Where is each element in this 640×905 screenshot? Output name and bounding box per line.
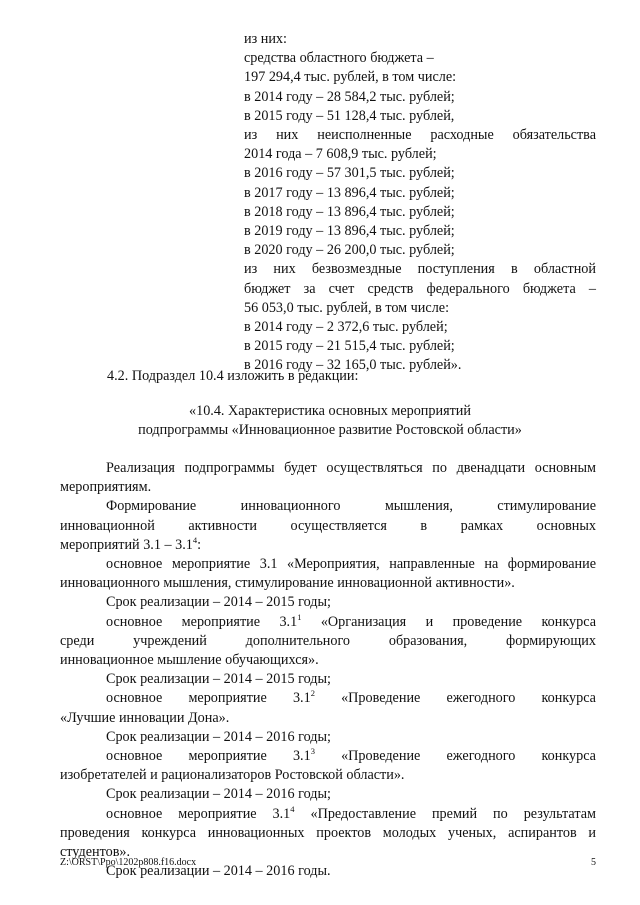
funding-line: в 2016 году – 57 301,5 тыс. рублей; [244, 165, 455, 182]
text-span: «Проведение ежегодного конкурса [314, 748, 596, 765]
text-span: : [197, 536, 202, 553]
text-span: основное мероприятие 3.1 [106, 690, 311, 707]
superscript: 2 [310, 688, 315, 699]
section-heading-line: подпрограммы «Инновационное развитие Ростовской области» [138, 422, 522, 439]
funding-line: в 2016 году – 32 165,0 тыс. рублей». [244, 357, 462, 374]
superscript: 4 [290, 803, 295, 814]
term-line: Срок реализации – 2014 – 2016 годы; [106, 728, 331, 745]
superscript: 1 [297, 611, 302, 622]
page-number: 5 [591, 857, 596, 868]
funding-line: средства областного бюджета – [244, 50, 434, 67]
text-span: основное мероприятие 3.1 [106, 805, 291, 822]
text-span: основное мероприятие 3.1 [106, 613, 298, 630]
paragraph-line: Реализация подпрограммы будет осуществляться по двенадцати основным [106, 460, 596, 476]
funding-line: бюджет за счет средств федерального бюджета – [244, 280, 596, 297]
section-heading-line: «10.4. Характеристика основных мероприятий [189, 403, 471, 419]
text-span: «Предоставление премий по результатам [294, 805, 596, 822]
funding-line: в 2017 году – 13 896,4 тыс. рублей; [244, 184, 455, 201]
paragraph-line: среди учреждений дополнительного образования, формирующих [60, 632, 596, 649]
funding-line: в 2015 году – 51 128,4 тыс. рублей, [244, 107, 455, 124]
funding-line: из них безвозмездные поступления в областной [244, 261, 596, 278]
funding-block [244, 30, 596, 376]
term-line: Срок реализации – 2014 – 2016 годы; [106, 786, 331, 803]
paragraph-line: проведения конкурса инновационных проектов молодых ученых, аспирантов и [60, 824, 596, 841]
paragraph-line: изобретателей и рационализаторов Ростовской области». [60, 767, 405, 784]
amendment-clause: 4.2. Подраздел 10.4 изложить в редакции: [107, 368, 359, 384]
paragraph-line [60, 536, 596, 555]
file-path: Z:\ORST\Ppo\1202p808.f16.docx [60, 857, 197, 868]
paragraph-line: Формирование инновационного мышления, стимулирование [106, 498, 596, 515]
paragraph-line [60, 613, 596, 632]
paragraph-line: инновационное мышление обучающихся». [60, 652, 319, 669]
funding-line: в 2020 году – 26 200,0 тыс. рублей; [244, 242, 455, 259]
paragraph-line: инновационного мышления, стимулирование инновационной активности». [60, 575, 515, 592]
funding-line: в 2015 году – 21 515,4 тыс. рублей; [244, 338, 455, 355]
funding-line: в 2014 году – 2 372,6 тыс. рублей; [244, 319, 448, 336]
funding-line: 197 294,4 тыс. рублей, в том числе: [244, 69, 457, 86]
paragraph-line [60, 747, 596, 766]
body-text [60, 459, 596, 881]
funding-line: из них неисполненные расходные обязательства [244, 127, 596, 144]
superscript: 4 [192, 534, 198, 545]
paragraph-line [60, 689, 596, 708]
funding-line: в 2018 году – 13 896,4 тыс. рублей; [244, 203, 455, 220]
funding-line: в 2019 году – 13 896,4 тыс. рублей; [244, 223, 455, 240]
paragraph-line: инновационной активности осуществляется в рамках основных [60, 517, 596, 534]
superscript: 3 [310, 746, 315, 757]
text-span: основное мероприятие 3.1 [106, 748, 311, 765]
section-heading [60, 402, 600, 440]
term-line: Срок реализации – 2014 – 2016 годы. [106, 863, 331, 880]
paragraph-line [60, 805, 596, 824]
term-line: Срок реализации – 2014 – 2015 годы; [106, 594, 331, 611]
term-line: Срок реализации – 2014 – 2015 годы; [106, 671, 331, 688]
text-span: «Проведение ежегодного конкурса [314, 690, 596, 707]
text-span: «Организация и проведение конкурса [301, 613, 596, 630]
funding-line: 2014 года – 7 608,9 тыс. рублей; [244, 146, 437, 163]
paragraph-line: «Лучшие инновации Дона». [60, 709, 230, 726]
paragraph-line: мероприятиям. [60, 479, 152, 496]
text-span: мероприятий 3.1 – 3.1 [60, 536, 193, 553]
paragraph-line: студентов». [60, 844, 131, 861]
funding-line: 56 053,0 тыс. рублей, в том числе: [244, 299, 450, 316]
paragraph-line: основное мероприятие 3.1 «Мероприятия, направленные на формирование [106, 556, 596, 573]
funding-line: в 2014 году – 28 584,2 тыс. рублей; [244, 88, 455, 105]
funding-line: из них: [244, 31, 287, 47]
